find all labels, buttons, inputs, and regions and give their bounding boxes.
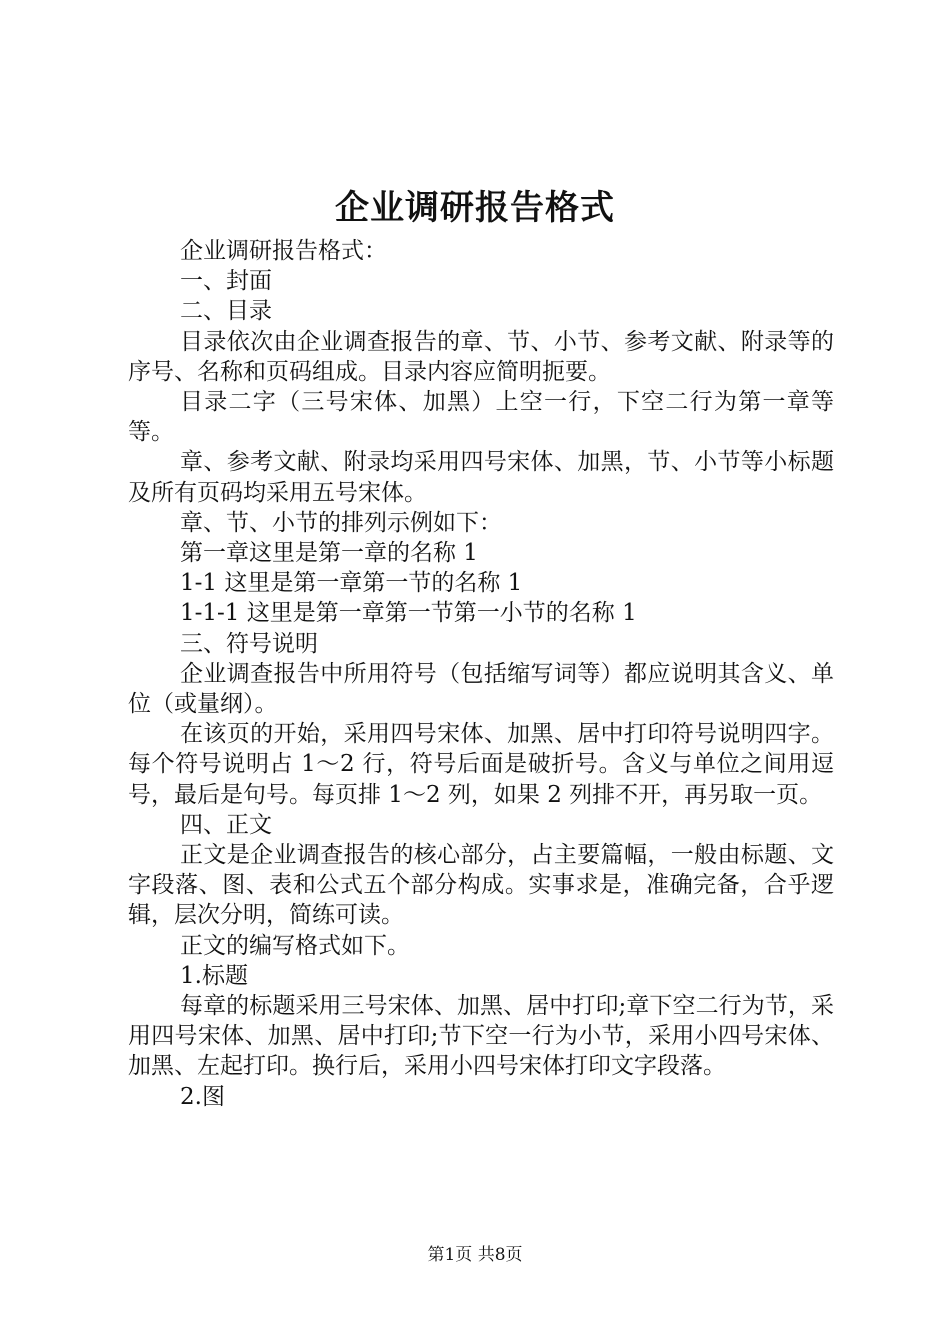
subheading-title: 1.标题 <box>180 962 248 989</box>
document-title: 企业调研报告格式 <box>335 188 615 228</box>
paragraph-toc-contents: 目录依次由企业调查报告的章、节、小节、参考文献、附录等的序号、名称和页码组成。目录内容应简明扼要。 <box>128 328 834 385</box>
paragraph-title-format: 每章的标题采用三号宋体、加黑、居中打印;章下空二行为节，采用四号宋体、加黑、居中打印;节下空一行为小节，采用小四号宋体、加黑、左起打印。换行后，采用小四号宋体打印文字段落。 <box>128 993 834 1080</box>
example-line-chapter: 第一章这里是第一章的名称 1 <box>180 540 478 567</box>
paragraph-chapter-fonts: 章、参考文献、附录均采用四号宋体、加黑，节、小节等小标题及所有页码均采用五号宋体。 <box>128 449 834 506</box>
paragraph-example-intro: 章、节、小节的排列示例如下： <box>180 509 502 536</box>
example-line-section: 1-1 这里是第一章第一节的名称 1 <box>180 570 523 597</box>
paragraph-body-description: 正文是企业调查报告的核心部分，占主要篇幅，一般由标题、文字段落、图、表和公式五个部分构成。实事求是，准确完备，合乎逻辑，层次分明，简练可读。 <box>128 842 834 929</box>
paragraph-symbols-meaning: 企业调查报告中所用符号（包括缩写词等）都应说明其含义、单位（或量纲）。 <box>128 660 834 718</box>
page-footer: 第1页 共8页 <box>427 1245 523 1265</box>
paragraph-intro: 企业调研报告格式： <box>180 238 387 264</box>
paragraph-toc-format: 目录二字（三号宋体、加黑）上空一行，下空二行为第一章等等。 <box>128 389 834 446</box>
subheading-figure: 2.图 <box>180 1083 225 1110</box>
document-body <box>128 236 834 1112</box>
paragraph-symbols-layout: 在该页的开始，采用四号宋体、加黑、居中打印符号说明四字。每个符号说明占 1～2 行，符号后面是破折号。含义与单位之间用逗号，最后是句号。每页排 1～2 列，如果 2 列排不开，再另取一页。 <box>128 721 834 808</box>
section-heading-cover: 一、封面 <box>180 268 272 295</box>
section-heading-body: 四、正文 <box>180 811 272 838</box>
section-heading-symbols: 三、符号说明 <box>180 630 318 657</box>
paragraph-body-format-intro: 正文的编写格式如下。 <box>180 932 410 959</box>
example-line-subsection: 1-1-1 这里是第一章第一节第一小节的名称 1 <box>180 600 637 627</box>
section-heading-toc: 二、目录 <box>180 298 272 325</box>
